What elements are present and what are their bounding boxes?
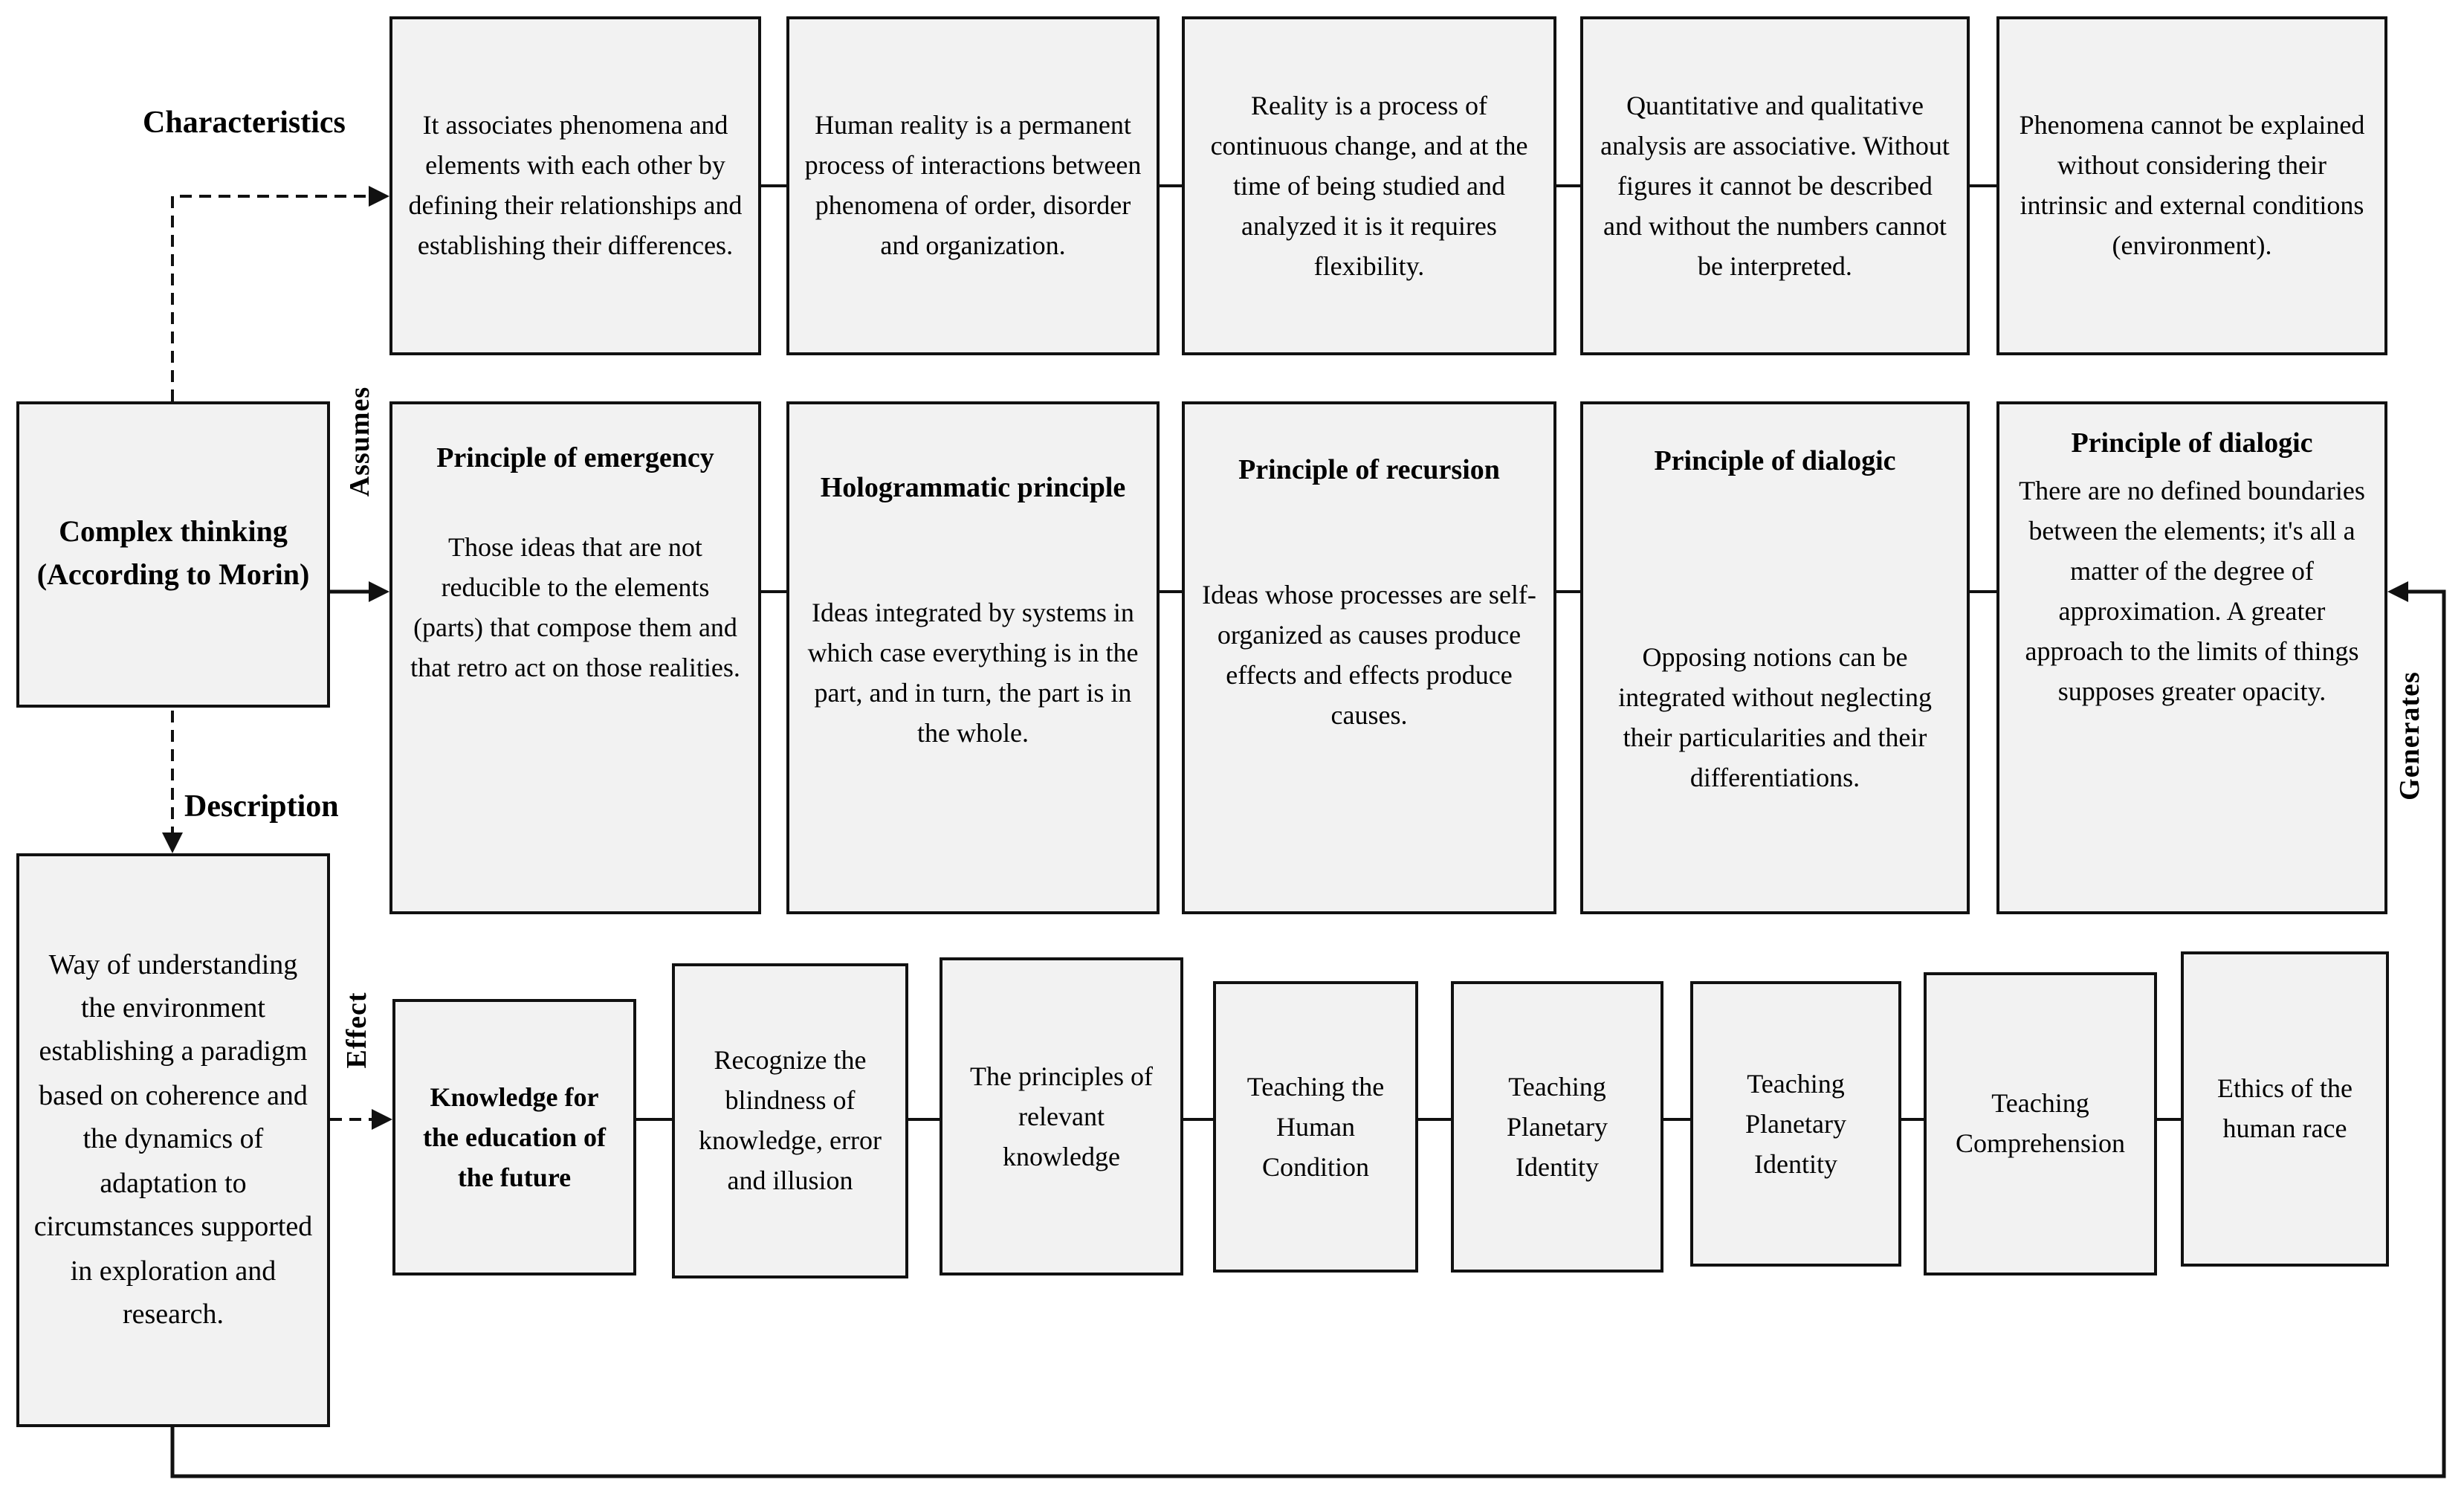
characteristic-box-3 [1182,16,1556,355]
principle-box-recursion [1182,401,1556,914]
description-box [16,853,330,1427]
effect-box-3 [940,957,1183,1275]
effect-text: The principles of relevant knowledge [970,1061,1153,1171]
characteristic-text: It associates phenomena and elements with each other by defining their relationships and establishing their differences. [408,110,743,260]
characteristic-box-5 [1996,16,2387,355]
effect-label: Effect [342,992,373,1069]
principle-text: Ideas integrated by systems in which case everything is in the part, and in turn, the part is in the whole. [807,597,1139,748]
description-box-text: Way of understanding the environment establishing a paradigm based on coherence and the dynamics of adaptation to circumstances supported in exploration and research. [33,949,313,1331]
principle-box-dialogic-1 [1580,401,1970,914]
characteristics-label: Characteristics [143,104,346,140]
description-arrowhead-icon [162,832,183,853]
description-label: Description [184,788,339,824]
principle-title: Principle of emergency [436,443,714,474]
characteristic-box-2 [786,16,1160,355]
principle-box-emergency [389,401,761,914]
effect-text: Recognize the blindness of knowledge, error and illusion [699,1045,882,1195]
characteristic-text: Reality is a process of continuous change, and at the time of being studied and analyzed it is it requires flexibility. [1210,90,1528,280]
characteristic-text: Quantitative and qualitative analysis are associative. Without figures it cannot be described and without the numbers cannot be interpreted. [1600,90,1950,280]
effect-box-2 [672,963,908,1278]
principle-box-hologrammatic [786,401,1160,914]
effect-text: Teaching Comprehension [1956,1088,2125,1158]
characteristic-box-4 [1580,16,1970,355]
effect-arrowhead-icon [372,1109,392,1130]
effect-text: Ethics of the human race [2217,1073,2353,1143]
effect-box-4 [1213,981,1418,1273]
assumes-label: Assumes [345,386,376,497]
effect-box-7 [1924,972,2157,1275]
principle-title: Principle of recursion [1238,455,1500,486]
assumes-arrowhead-icon [369,581,389,602]
effect-text: Teaching Planetary Identity [1507,1071,1608,1181]
root-box-text: Complex thinking (According to Morin) [36,516,310,592]
principle-text: Those ideas that are not reducible to the elements (parts) that compose them and that retro act on those realities. [410,531,740,682]
principle-title: Hologrammatic principle [820,473,1126,504]
effect-box-8 [2181,951,2389,1267]
root-box-complex-thinking [16,401,330,708]
effect-text: Teaching Planetary Identity [1745,1068,1846,1178]
effect-box-6 [1690,981,1901,1267]
principle-text: Ideas whose processes are self-organized as causes produce effects and effects produce causes. [1202,579,1536,730]
characteristic-text: Phenomena cannot be explained without considering their intrinsic and external conditions (environment). [2019,110,2365,260]
effect-box-1 [392,999,636,1275]
effect-text: Knowledge for the education of the future [423,1081,606,1192]
generates-label: Generates [2395,671,2426,801]
principle-title: Principle of dialogic [1654,446,1896,477]
principle-text: There are no defined boundaries between the elements; it's all a matter of the degree of approximation. A greater approach to the limits of things supposes greater opacity. [2019,475,2365,706]
characteristics-arrow-line [172,196,369,401]
principle-box-dialogic-2 [1996,401,2387,914]
principle-text: Opposing notions can be integrated without neglecting their particularities and their differentiations. [1618,641,1932,792]
generates-arrowhead-icon [2387,581,2408,602]
characteristics-arrowhead-icon [369,186,389,207]
effect-text: Teaching the Human Condition [1246,1071,1385,1181]
characteristic-text: Human reality is a permanent process of interactions between phenomena of order, disorder and organization. [804,110,1142,260]
principle-title: Principle of dialogic [2071,428,2313,459]
effect-box-5 [1451,981,1663,1273]
characteristic-box-1 [389,16,761,355]
